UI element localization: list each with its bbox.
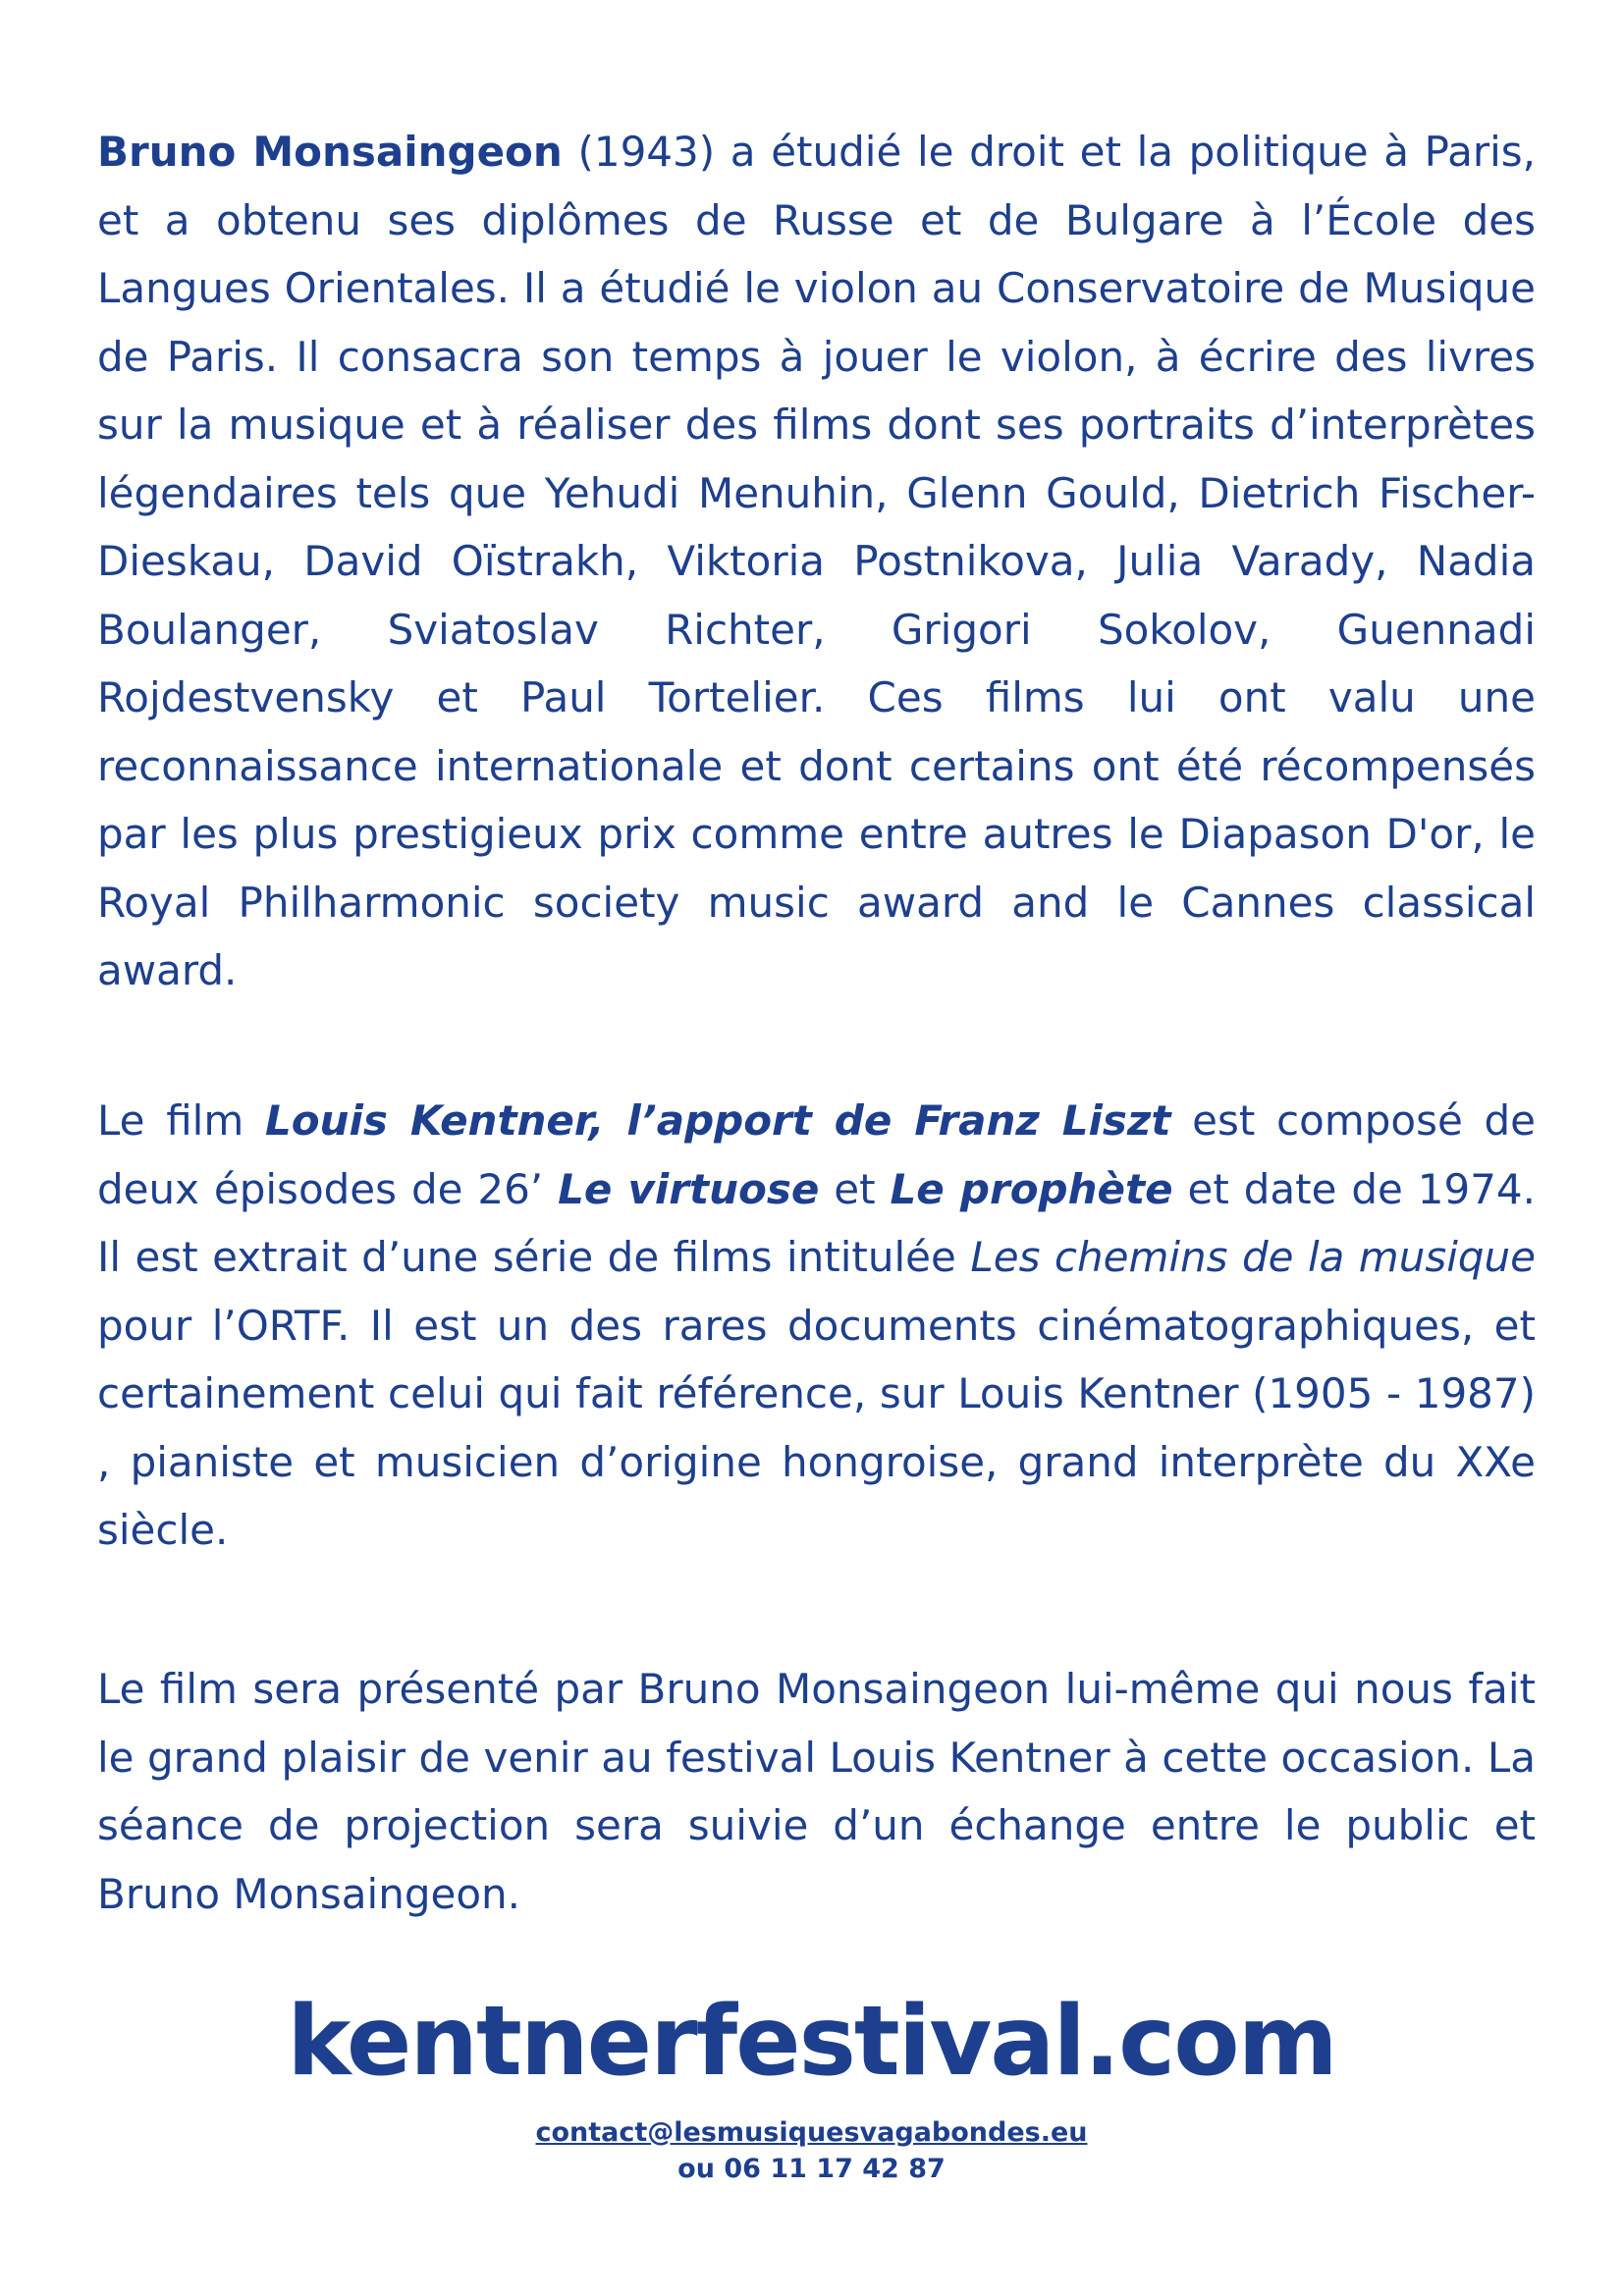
contact-email-link[interactable]: contact@lesmusiquesvagabondes.eu (535, 2117, 1088, 2148)
festival-website: kentnerfestival.com (287, 1986, 1336, 2098)
episode-title-2: Le prophète (890, 1164, 1173, 1213)
screening-paragraph (97, 1655, 1536, 1928)
film-intro-text: Le film (97, 1096, 265, 1145)
screening-text: Le film sera présenté par Bruno Monsaingeon lui-même qui nous fait le grand plaisir de venir au festival Louis Kentner à cette occasion. La séance de projection sera suivie d’un échange entre le public et Bruno Monsaingeon. (97, 1665, 1536, 1918)
episode-conjunction: et (819, 1164, 891, 1213)
episode-title-1: Le virtuose (558, 1164, 820, 1213)
film-description-paragraph (97, 1087, 1536, 1565)
film-text-b: et date de 1974. Il est extrait d’une série de films intitulée (97, 1164, 1537, 1281)
film-text-c: pour l’ORTF. Il est un des rares documents cinématographiques, et certainement celui qui fait référence, sur Louis Kentner (1905 - 1987) , pianiste et musicien d’origine hongroise, grand interprète du XXe siècle. (97, 1301, 1536, 1554)
contact-phone: ou 06 11 17 42 87 (677, 2154, 946, 2184)
series-title: Les chemins de la musique (970, 1233, 1537, 1281)
director-name: Bruno Monsaingeon (97, 128, 563, 176)
biography-paragraph (97, 118, 1536, 1005)
film-text-a: est composé de deux épisodes de 26’ (97, 1096, 1537, 1213)
film-title: Louis Kentner, l’apport de Franz Liszt (264, 1096, 1171, 1145)
biography-text: (1943) a étudié le droit et la politique à Paris, et a obtenu ses diplômes de Russe et de Bulgare à l’École des Langues Orientales. Il a étudié le violon au Conservatoire de Musique de Paris. Il consacra son temps à jouer le violon, à écrire des livres sur la musique et à réaliser des films dont ses portraits d’interprètes légendaires tels que Yehudi Menuhin, Glenn Gould, Dietrich Fischer-Dieskau, David Oïstrakh, Viktoria Postnikova, Julia Varady, Nadia Boulanger, Sviatoslav Richter, Grigori Sokolov, Guennadi Rojdestvensky et Paul Tortelier. Ces films lui ont valu une reconnaissance internationale et dont certains ont été récompensés par les plus prestigieux prix comme entre autres le Diapason D'or, le Royal Philharmonic society music award and le Cannes classical award. (97, 128, 1537, 994)
